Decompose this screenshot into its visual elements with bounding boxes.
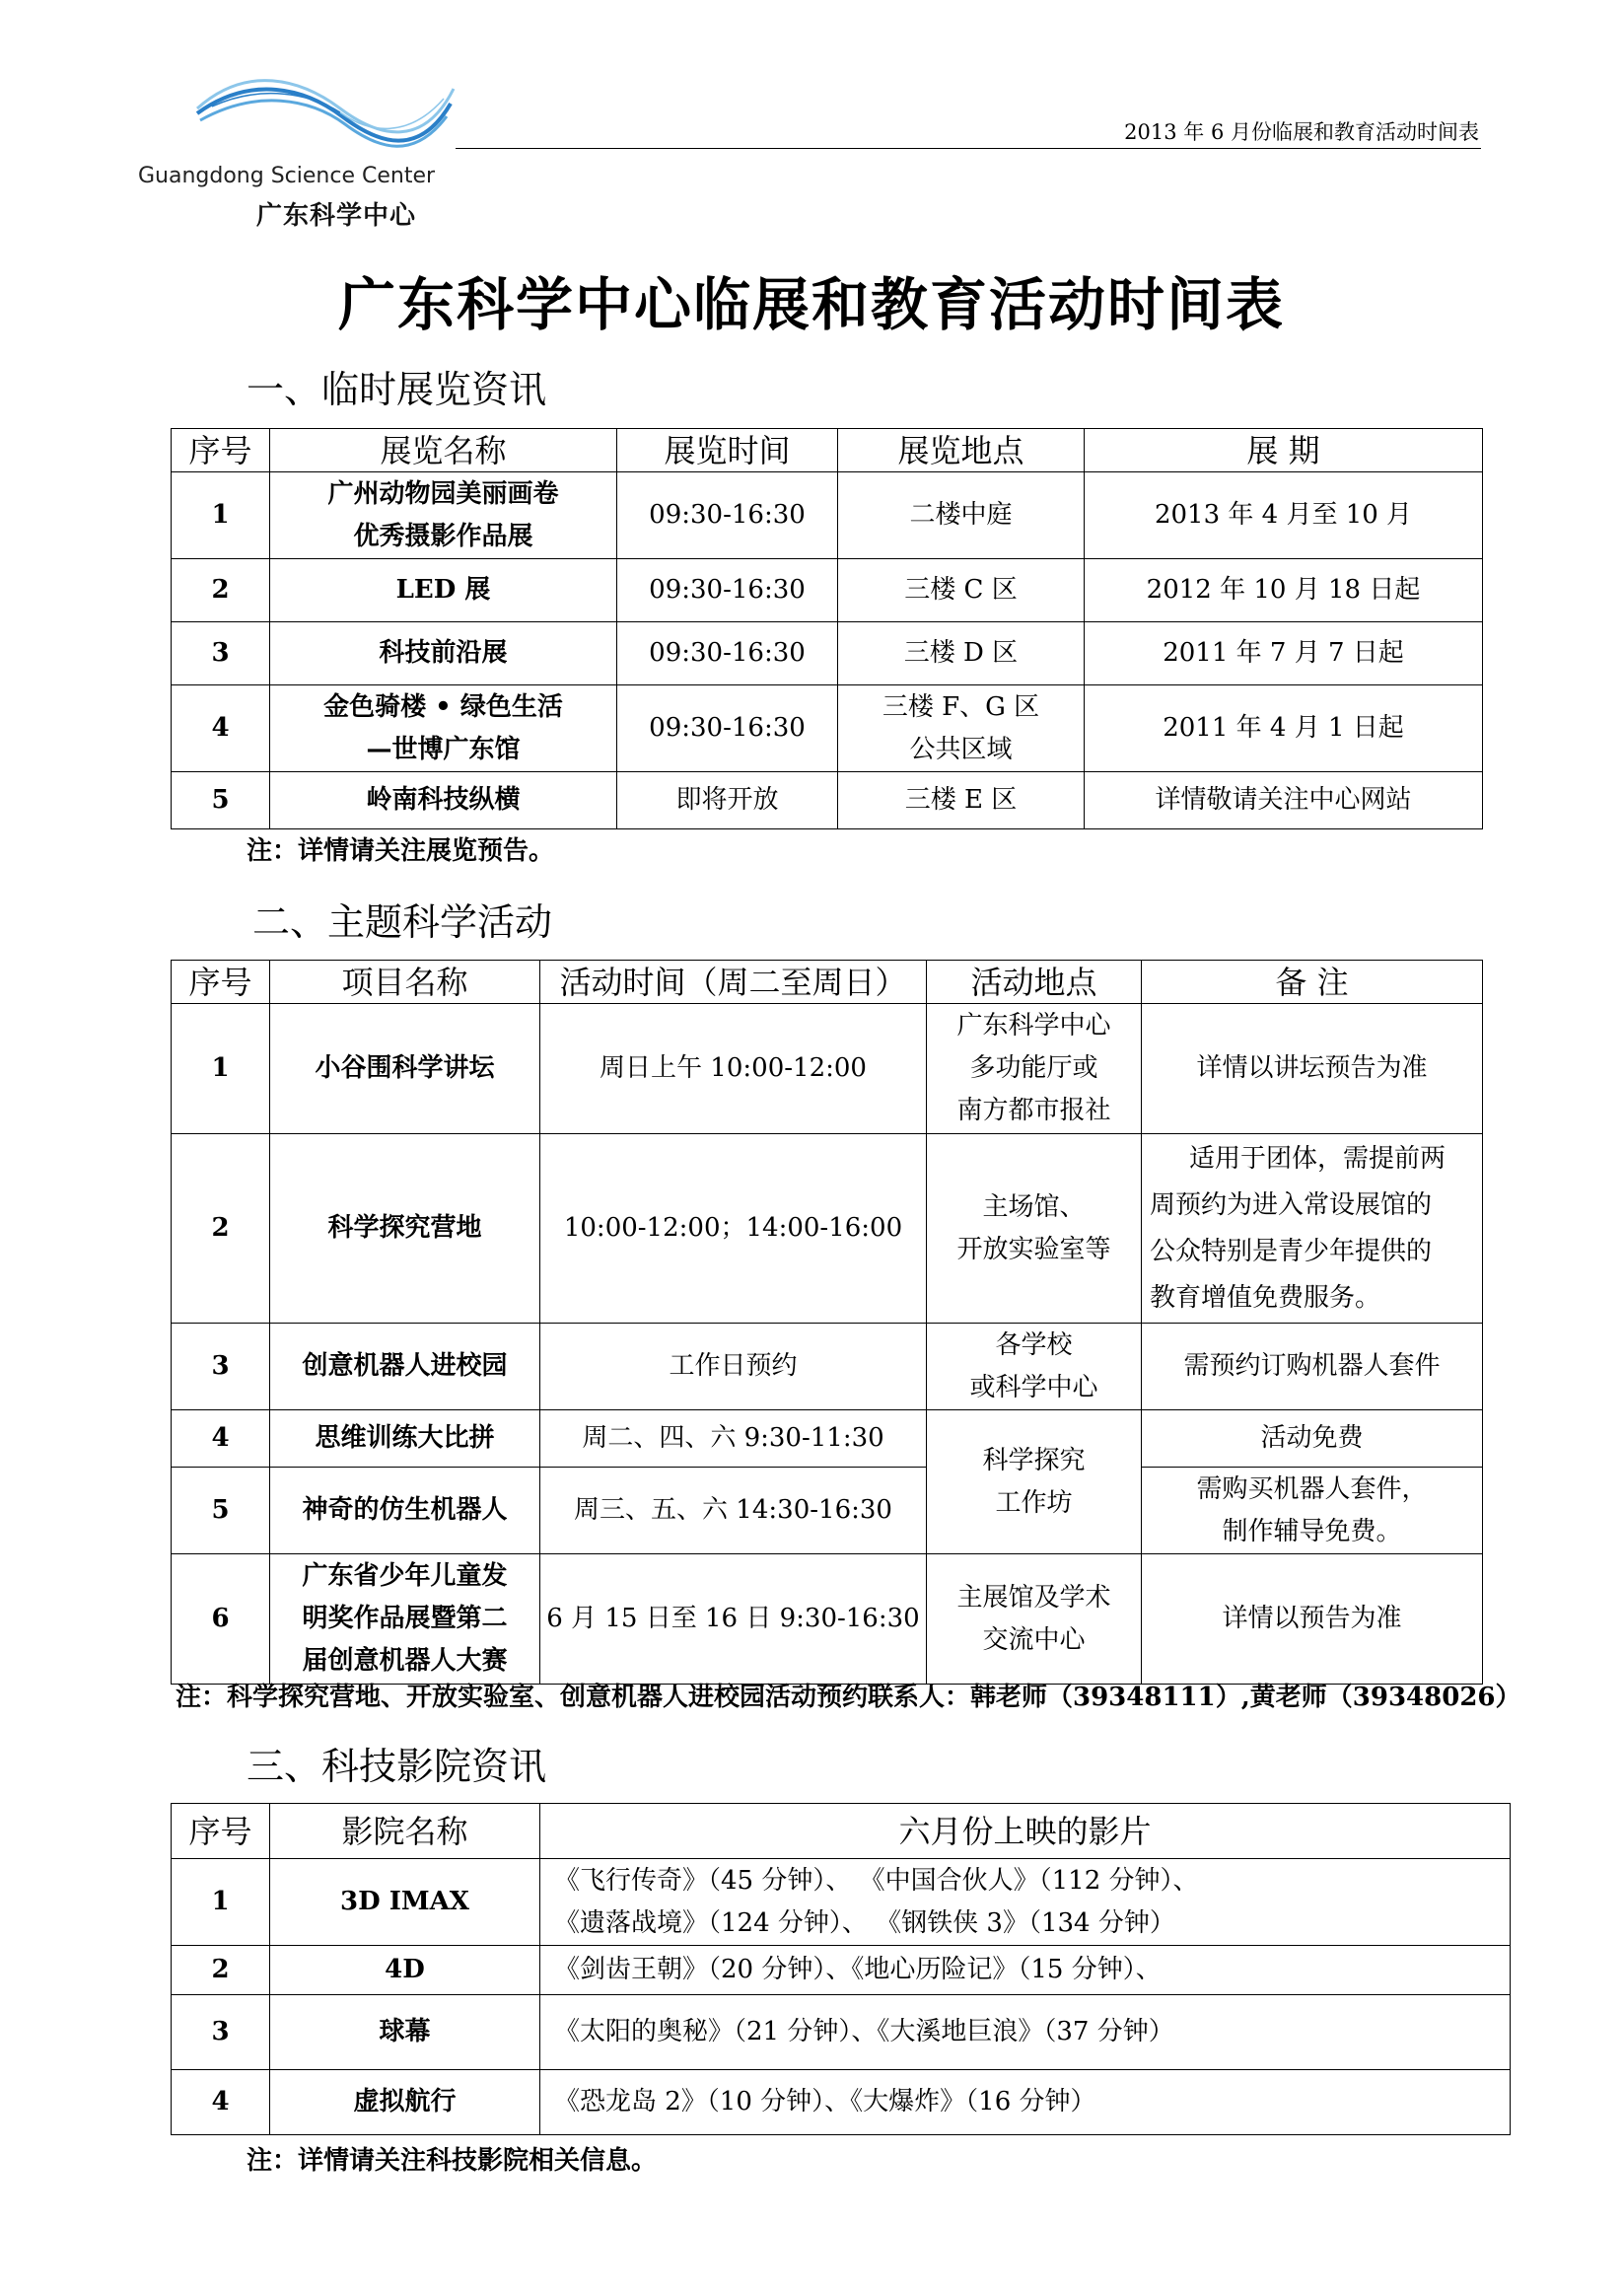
cinema-name: 3D IMAX [270,1859,540,1946]
exhibition-place: 三楼 C 区 [838,559,1085,622]
column-header: 展览名称 [270,429,617,472]
table-row [172,1004,1483,1134]
activity-name: 思维训练大比拼 [270,1410,540,1468]
exhibition-place: 三楼 E 区 [838,772,1085,829]
column-header: 展 期 [1085,429,1483,472]
table-row [172,1859,1511,1946]
film-list: 《飞行传奇》（45 分钟）、 《中国合伙人》（112 分钟）、 《遗落战境》（124 分钟）、 《钢铁侠 3》（134 分钟） [540,1859,1511,1946]
logo-chinese-name: 广东科学中心 [256,201,417,231]
exhibition-name: 科技前沿展 [270,622,617,685]
activity-remark: 详情以预告为准 [1142,1554,1483,1685]
exhibition-period: 2013 年 4 月至 10 月 [1085,472,1483,559]
activity-time: 工作日预约 [540,1324,927,1410]
exhibitions-note: 注：详情请关注展览预告。 [247,836,555,866]
column-header: 影院名称 [270,1804,540,1859]
table-row [172,1468,1483,1554]
row-number: 3 [172,1324,270,1410]
logo-wave-icon [192,69,459,160]
row-number: 3 [172,622,270,685]
column-header: 序号 [172,429,270,472]
activity-remark: 详情以讲坛预告为准 [1142,1004,1483,1134]
row-number: 5 [172,772,270,829]
row-number: 1 [172,1859,270,1946]
activity-remark: 适用于团体，需提前两 周预约为进入常设展馆的 公众特别是青少年提供的 教育增值免费服务。 [1142,1134,1483,1324]
row-number: 4 [172,685,270,772]
activity-name: 科学探究营地 [270,1134,540,1324]
row-number: 2 [172,1134,270,1324]
cinema-note: 注：详情请关注科技影院相关信息。 [247,2146,658,2176]
exhibition-period: 2011 年 4 月 1 日起 [1085,685,1483,772]
exhibition-period: 2011 年 7 月 7 日起 [1085,622,1483,685]
activity-place: 科学探究 工作坊 [927,1410,1142,1554]
exhibition-time: 09:30-16:30 [617,472,838,559]
exhibition-period: 详情敬请关注中心网站 [1085,772,1483,829]
activity-place: 主展馆及学术 交流中心 [927,1554,1142,1685]
row-number: 1 [172,472,270,559]
table-row [172,1995,1511,2070]
activity-time: 周日上午 10:00-12:00 [540,1004,927,1134]
column-header: 展览地点 [838,429,1085,472]
row-number: 3 [172,1995,270,2070]
cinema-name: 球幕 [270,1995,540,2070]
row-number: 6 [172,1554,270,1685]
logo-english-name: Guangdong Science Center [138,164,436,188]
table-row [172,1324,1483,1410]
activity-time: 周二、四、六 9:30-11:30 [540,1410,927,1468]
row-number: 5 [172,1468,270,1554]
activity-name: 广东省少年儿童发 明奖作品展暨第二 届创意机器人大赛 [270,1554,540,1685]
table-row [172,1554,1483,1685]
row-number: 2 [172,1946,270,1995]
activity-time: 周三、五、六 14:30-16:30 [540,1468,927,1554]
column-header: 活动时间（周二至周日） [540,961,927,1004]
column-header: 展览时间 [617,429,838,472]
activity-name: 小谷围科学讲坛 [270,1004,540,1134]
table-header-row [172,961,1483,1004]
exhibition-place: 二楼中庭 [838,472,1085,559]
activity-name: 神奇的仿生机器人 [270,1468,540,1554]
page-title: 广东科学中心临展和教育活动时间表 [337,271,1285,338]
table-row [172,472,1483,559]
row-number: 1 [172,1004,270,1134]
section-heading-activities: 二、主题科学活动 [252,900,553,944]
film-list: 《恐龙岛 2》（10 分钟）、《大爆炸》（16 分钟） [540,2070,1511,2135]
row-number: 4 [172,2070,270,2135]
column-header: 序号 [172,961,270,1004]
table-row [172,1134,1483,1324]
activity-place: 主场馆、 开放实验室等 [927,1134,1142,1324]
activity-time: 10:00-12:00；14:00-16:00 [540,1134,927,1324]
exhibition-name: 岭南科技纵横 [270,772,617,829]
exhibition-period: 2012 年 10 月 18 日起 [1085,559,1483,622]
table-row [172,622,1483,685]
table-row [172,559,1483,622]
cinema-name: 虚拟航行 [270,2070,540,2135]
section-heading-exhibitions: 一、临时展览资讯 [247,368,547,411]
column-header: 序号 [172,1804,270,1859]
column-header: 活动地点 [927,961,1142,1004]
activity-name: 创意机器人进校园 [270,1324,540,1410]
activity-place: 广东科学中心 多功能厅或 南方都市报社 [927,1004,1142,1134]
table-row [172,2070,1511,2135]
header-divider [456,148,1481,149]
activities-table [171,960,1483,1685]
exhibition-place: 三楼 D 区 [838,622,1085,685]
cinema-table [171,1803,1511,2135]
film-list: 《剑齿王朝》（20 分钟）、《地心历险记》（15 分钟）、 [540,1946,1511,1995]
table-header-row [172,1804,1511,1859]
column-header: 项目名称 [270,961,540,1004]
film-list: 《太阳的奥秘》（21 分钟）、《大溪地巨浪》（37 分钟） [540,1995,1511,2070]
activity-remark: 需购买机器人套件， 制作辅导免费。 [1142,1468,1483,1554]
exhibition-time: 即将开放 [617,772,838,829]
exhibition-name: 金色骑楼 • 绿色生活 —世博广东馆 [270,685,617,772]
table-row [172,1410,1483,1468]
logo [138,39,463,237]
activity-remark: 活动免费 [1142,1410,1483,1468]
column-header: 备 注 [1142,961,1483,1004]
activities-note: 注：科学探究营地、开放实验室、创意机器人进校园活动预约联系人：韩老师（39348111）,黄老师（39348026） [176,1683,1521,1712]
row-number: 2 [172,559,270,622]
activity-time: 6 月 15 日至 16 日 9:30-16:30 [540,1554,927,1685]
table-row [172,1946,1511,1995]
exhibition-time: 09:30-16:30 [617,622,838,685]
section-heading-cinema: 三、科技影院资讯 [247,1745,547,1788]
cinema-name: 4D [270,1946,540,1995]
table-header-row [172,429,1483,472]
exhibition-name: 广州动物园美丽画卷 优秀摄影作品展 [270,472,617,559]
header-text: 2013 年 6 月份临展和教育活动时间表 [1124,120,1479,144]
exhibition-time: 09:30-16:30 [617,685,838,772]
exhibition-time: 09:30-16:30 [617,559,838,622]
activity-remark: 需预约订购机器人套件 [1142,1324,1483,1410]
row-number: 4 [172,1410,270,1468]
column-header: 六月份上映的影片 [540,1804,1511,1859]
exhibition-name: LED 展 [270,559,617,622]
exhibition-place: 三楼 F、G 区 公共区域 [838,685,1085,772]
activity-place: 各学校 或科学中心 [927,1324,1142,1410]
exhibitions-table [171,428,1483,829]
table-row [172,772,1483,829]
table-row [172,685,1483,772]
